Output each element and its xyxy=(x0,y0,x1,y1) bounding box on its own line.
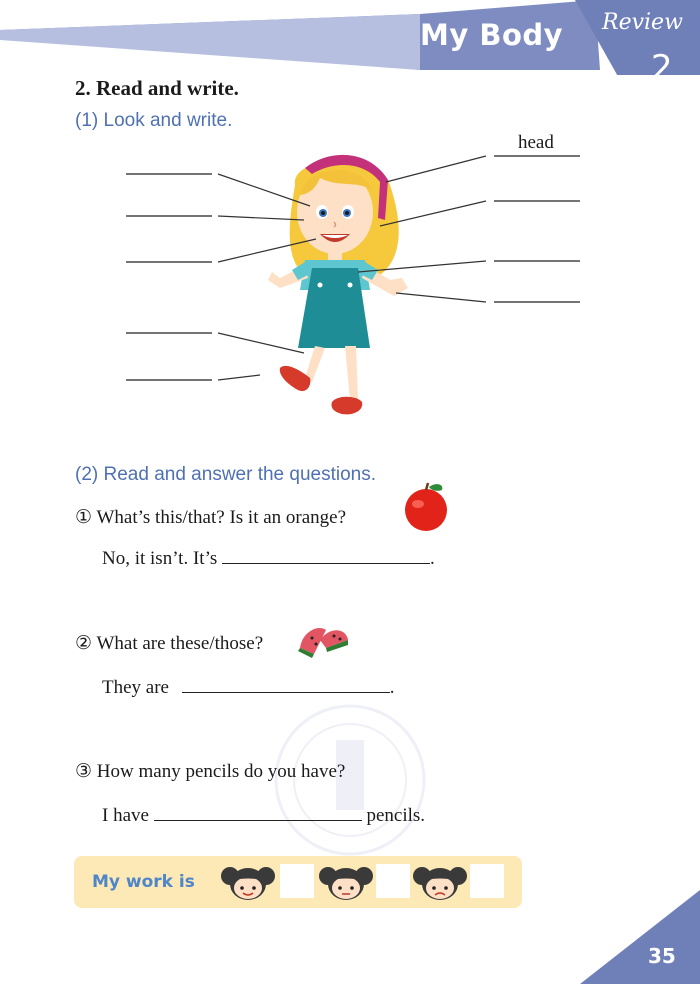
work-rating-box-3[interactable] xyxy=(470,864,504,898)
review-number: 2 xyxy=(651,48,673,88)
page-number: 35 xyxy=(648,944,676,968)
example-word-head: head xyxy=(518,132,554,153)
girl-face-icon xyxy=(412,862,468,902)
part2-title: (2) Read and answer the questions. xyxy=(75,464,377,485)
question-2-text: What are these/those? xyxy=(96,633,264,654)
work-rating-label: My work is xyxy=(92,872,195,892)
section-title: 2. Read and write. xyxy=(75,76,239,100)
work-rating-box-2[interactable] xyxy=(376,864,410,898)
answer-3-prefix: I have xyxy=(102,805,149,826)
question-1-text: What’s this/that? Is it an orange? xyxy=(96,507,347,528)
apple-icon xyxy=(398,480,454,532)
question-1-number: ① xyxy=(75,507,93,528)
answer-2-prefix: They are xyxy=(102,677,169,698)
answer-1-prefix: No, it isn’t. It’s xyxy=(102,548,218,569)
part1-title: (1) Look and write. xyxy=(75,110,233,131)
answer-1-blank[interactable] xyxy=(222,547,430,564)
girl-face-icon xyxy=(220,862,276,902)
answer-2-suffix: . xyxy=(389,677,395,698)
answer-1 xyxy=(102,547,435,570)
answer-1-suffix: . xyxy=(430,548,435,569)
question-3-text: How many pencils do you have? xyxy=(96,761,346,782)
header-band xyxy=(0,0,700,75)
answer-3 xyxy=(102,804,425,827)
page-corner-triangle xyxy=(580,890,700,984)
question-1 xyxy=(75,506,346,529)
question-3-number: ③ xyxy=(75,761,93,782)
answer-3-suffix: pencils. xyxy=(366,805,426,826)
answer-3-blank[interactable] xyxy=(154,804,362,821)
answer-2-blank[interactable] xyxy=(182,676,390,693)
watermelon-slices-icon xyxy=(296,618,350,660)
girl-face-icon xyxy=(318,862,374,902)
review-label: Review xyxy=(602,10,683,35)
question-2 xyxy=(75,632,263,655)
label-lines xyxy=(120,140,590,390)
question-3 xyxy=(75,760,345,783)
answer-2 xyxy=(102,676,394,699)
question-2-number: ② xyxy=(75,633,93,654)
page-header-title: My Body xyxy=(420,18,564,52)
work-rating-box-1[interactable] xyxy=(280,864,314,898)
